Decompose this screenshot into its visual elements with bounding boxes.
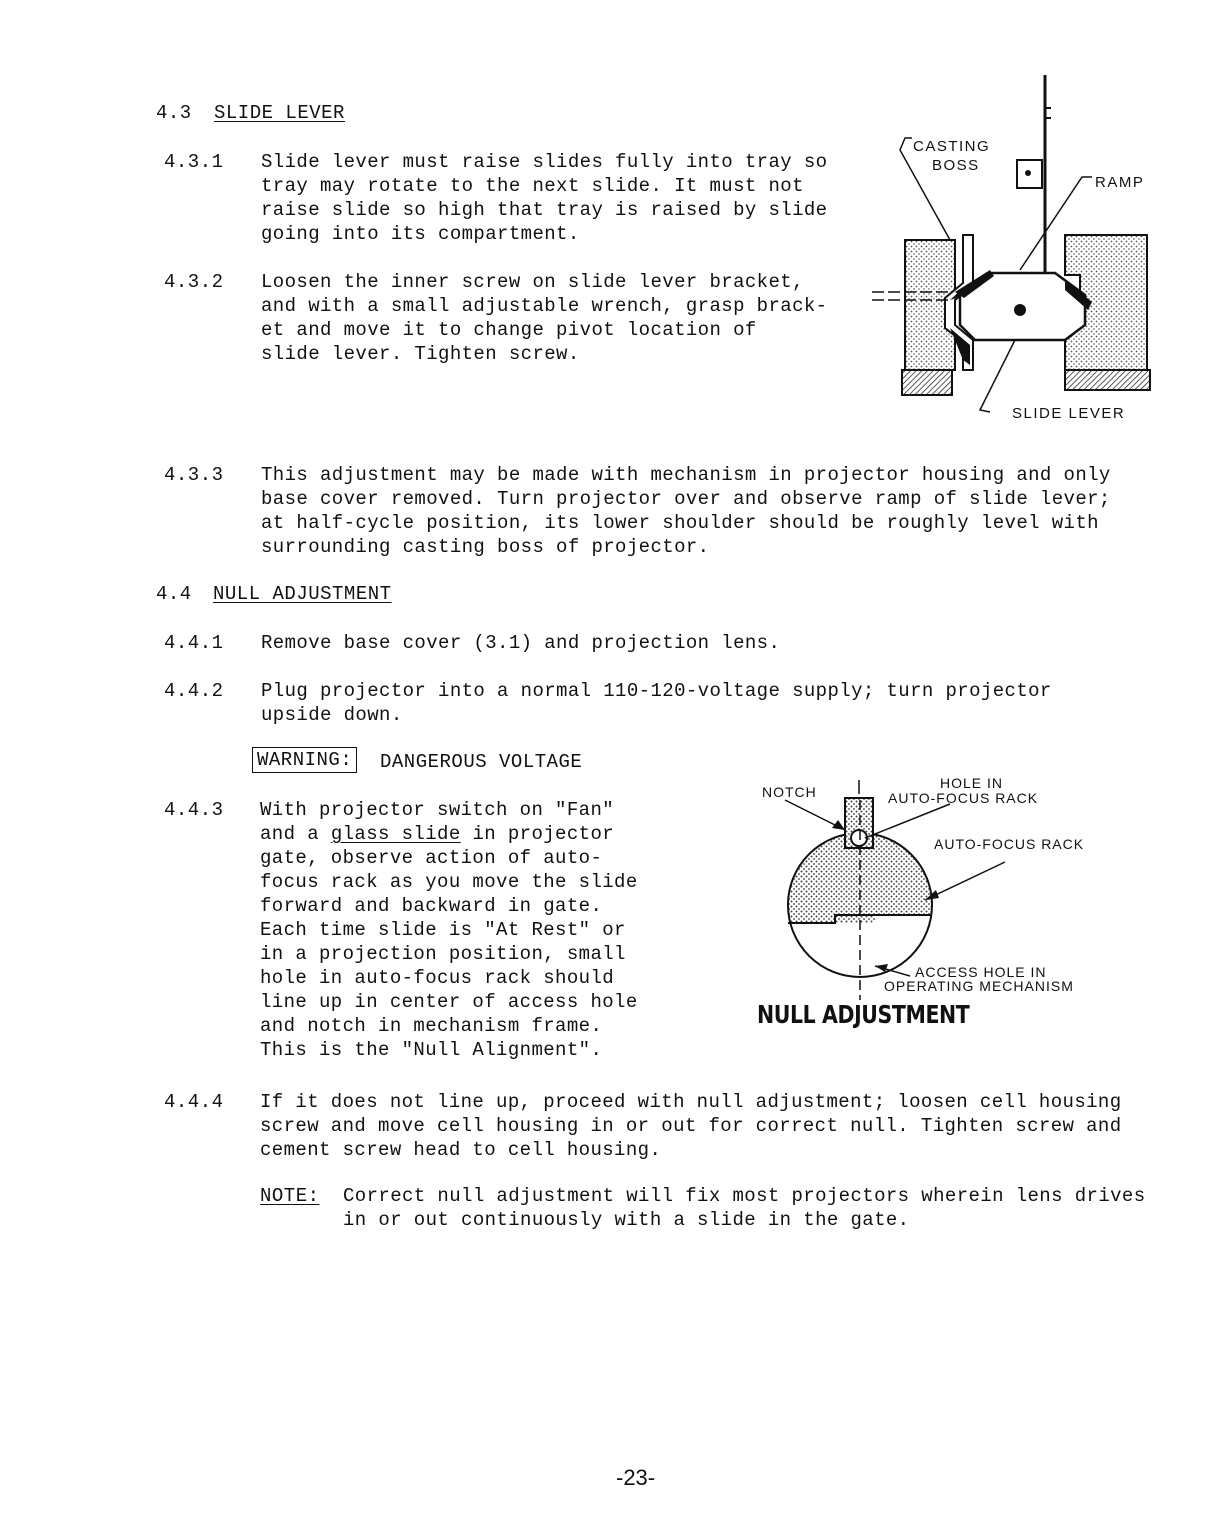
section-4-4-number: 4.4 bbox=[156, 583, 192, 605]
para-4-4-4-text: If it does not line up, proceed with null adjustment; loosen cell housing screw and move cell housing in or out for correct null. Tighten screw and cement screw head to cell housing. bbox=[260, 1091, 1122, 1161]
warning-text: DANGEROUS VOLTAGE bbox=[380, 751, 583, 773]
para-4-4-3-line2-a: and a bbox=[260, 823, 331, 845]
para-4-4-4-number: 4.4.4 bbox=[164, 1091, 224, 1113]
boss-label: BOSS bbox=[932, 157, 980, 174]
para-4-3-1-number: 4.3.1 bbox=[164, 151, 224, 173]
null-adjustment-figure-title: NULL ADJUSTMENT bbox=[757, 1000, 970, 1029]
warning-label: WARNING: bbox=[252, 747, 357, 773]
para-4-4-1-number: 4.4.1 bbox=[164, 632, 224, 654]
section-4-4-title: NULL ADJUSTMENT bbox=[213, 583, 392, 605]
para-4-4-3-line1: With projector switch on "Fan" bbox=[260, 799, 615, 821]
section-4-3-number: 4.3 bbox=[156, 102, 192, 124]
para-4-4-3-number: 4.4.3 bbox=[164, 799, 224, 821]
para-4-3-1-text: Slide lever must raise slides fully into tray so tray may rotate to the next slide. It must not raise slide so high that tray is raised by slide going into its compartment. bbox=[261, 151, 828, 245]
para-4-3-2-number: 4.3.2 bbox=[164, 271, 224, 293]
para-4-4-3-line2 bbox=[260, 822, 614, 846]
para-4-4-2-text: Plug projector into a normal 110-120-voltage supply; turn projector upside down. bbox=[261, 680, 1052, 726]
glass-slide-emphasis: glass slide bbox=[330, 823, 461, 845]
hole-in-label: HOLE IN bbox=[940, 775, 1004, 791]
note-text: Correct null adjustment will fix most projectors wherein lens drives in or out continuously with a slide in the gate. bbox=[343, 1185, 1146, 1231]
ramp-label: RAMP bbox=[1095, 174, 1145, 191]
para-4-4-3-rest: gate, observe action of auto- focus rack as you move the slide forward and backward in gate. Each time slide is "At Rest" or in a projection position, small hole in auto-focus rack should line up in center of access hole and notch in mechanism frame. This is the "Null Alignment". bbox=[260, 847, 638, 1061]
note-label: NOTE: bbox=[260, 1185, 320, 1207]
autofocus-rack-hole-label: AUTO-FOCUS RACK bbox=[888, 790, 1039, 806]
para-4-4-1-text: Remove base cover (3.1) and projection lens. bbox=[261, 632, 781, 654]
page-number: -23- bbox=[616, 1465, 656, 1490]
operating-mechanism-label: OPERATING MECHANISM bbox=[884, 978, 1074, 994]
slide-lever-figure bbox=[860, 70, 1160, 440]
slide-lever-label: SLIDE LEVER bbox=[1012, 405, 1126, 422]
access-hole-label: ACCESS HOLE IN bbox=[915, 964, 1047, 980]
para-4-3-2-text: Loosen the inner screw on slide lever bracket, and with a small adjustable wrench, grasp brack- et and move it to change pivot location of slide lever. Tighten screw. bbox=[261, 271, 828, 365]
section-4-3-title: SLIDE LEVER bbox=[214, 102, 345, 124]
para-4-3-3-number: 4.3.3 bbox=[164, 464, 224, 486]
notch-label: NOTCH bbox=[762, 784, 817, 800]
autofocus-rack-label: AUTO-FOCUS RACK bbox=[934, 836, 1085, 852]
casting-label: CASTING bbox=[913, 138, 991, 155]
para-4-4-2-number: 4.4.2 bbox=[164, 680, 224, 702]
para-4-4-3-line2-c: in projector bbox=[460, 823, 615, 845]
para-4-3-3-text: This adjustment may be made with mechanism in projector housing and only base cover removed. Turn projector over and observe ramp of slide lever; at half-cycle position, its lower shoulder should be roughly level with surrounding casting boss of projector. bbox=[261, 464, 1111, 558]
